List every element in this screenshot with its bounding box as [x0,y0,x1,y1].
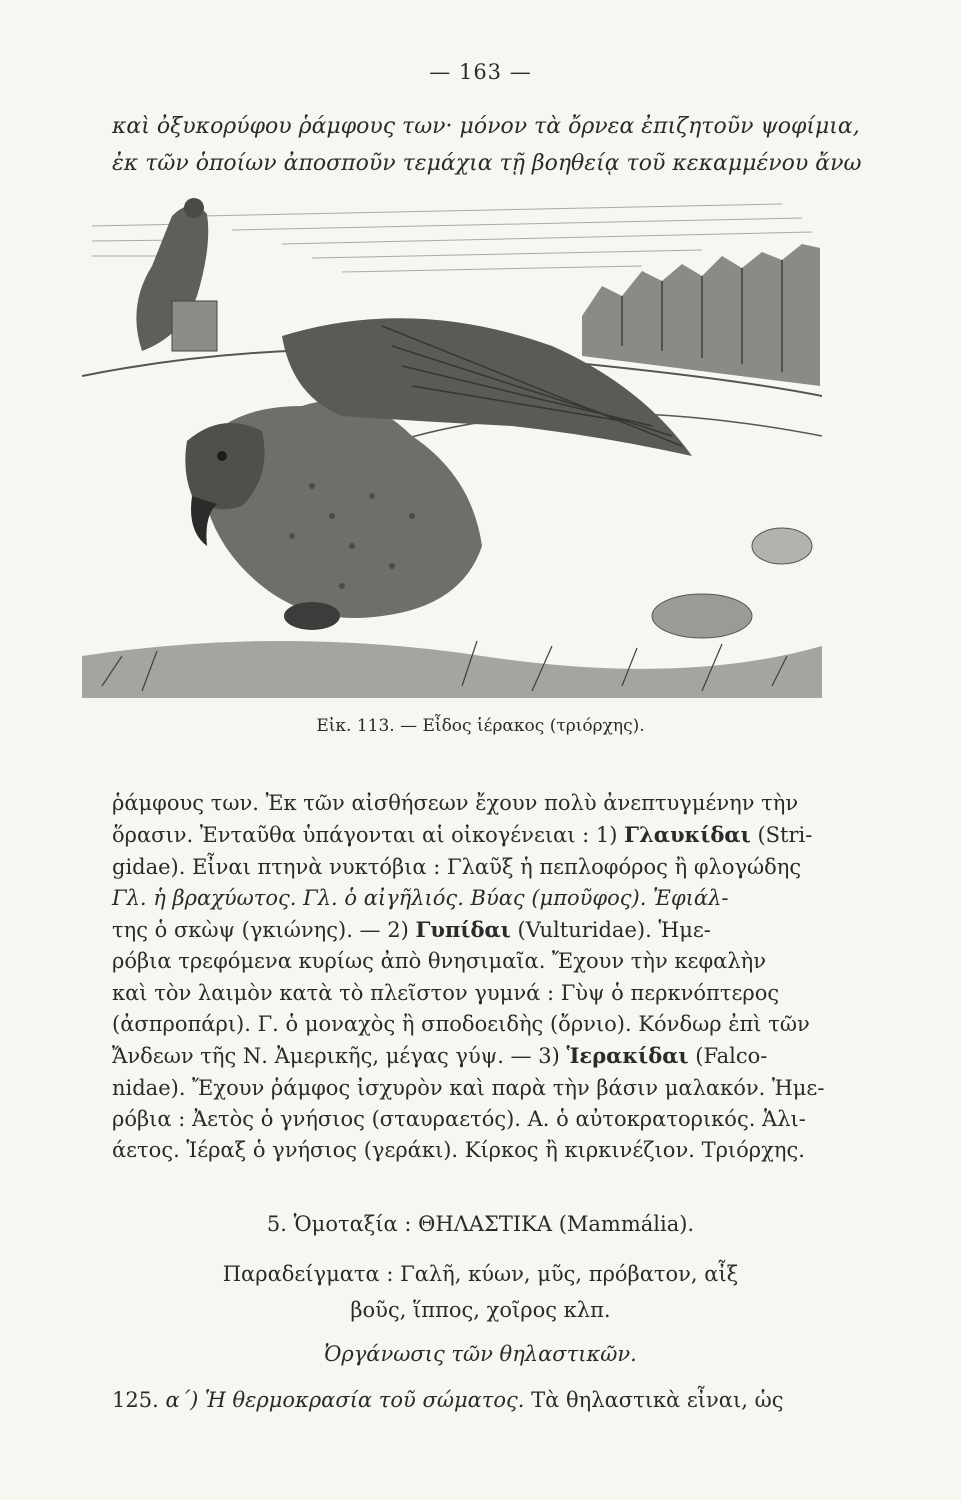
text-line: ρόβια τρεφόμενα κυρίως ἀπὸ θνησιμαῖα. Ἔχουν τὴν κεφαλὴν [112,949,766,974]
section-heading: Ὀργάνωσις τῶν θηλαστικῶν. [324,1342,637,1366]
class-heading: 5. Ὁμοταξία : ΘΗΛΑΣΤΙΚΑ (Mammália). [266,1212,695,1236]
examples-line: Παραδείγματα : Γαλῆ, κύων, μῦς, πρόβατον, αἶξ [222,1262,739,1286]
text-fragment: της ὁ σκὼψ (γκιώνης). — 2) [112,918,409,943]
family-latin-strigidae: (Stri- [757,823,813,848]
hawk-illustration [82,186,822,698]
paragraph-label: α΄) Ἡ θερμοκρασία τοῦ σώματος. [165,1388,525,1412]
text-line: ρόβια : Ἀετὸς ὁ γνήσιος (σταυραετός). Α. ὁ αὐτοκρατορικός. Ἁλι- [112,1106,806,1131]
family-latin-vulturidae: (Vulturidae). Ἡμε- [517,918,711,943]
text-line: άετος. Ἱέραξ ὁ γνήσιος (γεράκι). Κίρκος ἢ κιρκινέζιον. Τριόρχης. [112,1138,805,1163]
text-line: Γλ. ἡ βραχύωτος. Γλ. ὁ αἰγῆλιός. Βύας (μποῦφος). Ἐφιάλ- [112,885,729,910]
text-line: nidae). Ἔχουν ῥάμφος ἰσχυρὸν καὶ παρὰ τὴν βάσιν μαλακόν. Ἡμε- [112,1075,825,1100]
family-latin-falconidae: (Falco- [695,1044,768,1069]
text-line: gidae). Εἶναι πτηνὰ νυκτόβια : Γλαῦξ ἡ πεπλοφόρος ἢ φλογώδης [112,854,802,879]
paragraph-125 [112,1388,842,1412]
paragraph-text: Τὰ θηλαστικὰ εἶναι, ὡς [531,1388,784,1412]
family-name-falconidae: Ἱερακίδαι [566,1043,689,1069]
family-name-strigidae: Γλαυκίδαι [624,822,751,848]
page-number: — 163 — [429,60,532,84]
text-line: (ἀσπροπάρι). Γ. ὁ μοναχὸς ἢ σποδοειδὴς (ὄρνιο). Κόνδωρ ἐπὶ τῶν [112,1012,810,1037]
text-line: καὶ τὸν λαιμὸν κατὰ τὸ πλεῖστον γυμνά : Γὺψ ὁ περκνόπτερος [112,980,780,1005]
text-line: καὶ ὀξυκορύφου ῥάμφους των· μόνον τὰ ὄρνεα ἐπιζητοῦν ψοφίμια, [112,114,860,139]
body-text-block [112,788,842,1167]
text-line [112,1040,842,1072]
examples-line: βοῦς, ἵππος, χοῖρος κλπ. [350,1298,611,1322]
text-line [112,819,842,851]
text-fragment: ὅρασιν. Ἐνταῦθα ὑπάγονται αἱ οἰκογένειαι : 1) [112,823,618,848]
figure-caption: Εἰκ. 113. — Εἶδος ἱέρακος (τριόρχης). [316,716,645,736]
top-text-block [112,108,862,182]
family-name-vulturidae: Γυπίδαι [415,917,511,943]
text-line: ἐκ τῶν ὁποίων ἀποσποῦν τεμάχια τῇ βοηθείᾳ τοῦ κεκαμμένου ἄνω [112,151,862,176]
text-fragment: Ἄνδεων τῆς Ν. Ἀμερικῆς, μέγας γύψ. — 3) [112,1044,560,1069]
text-line [112,914,842,946]
text-line: ῥάμφους των. Ἐκ τῶν αἰσθήσεων ἔχουν πολὺ ἀνεπτυγμένην τὴν [112,791,799,815]
paragraph-number: 125. [112,1388,159,1412]
